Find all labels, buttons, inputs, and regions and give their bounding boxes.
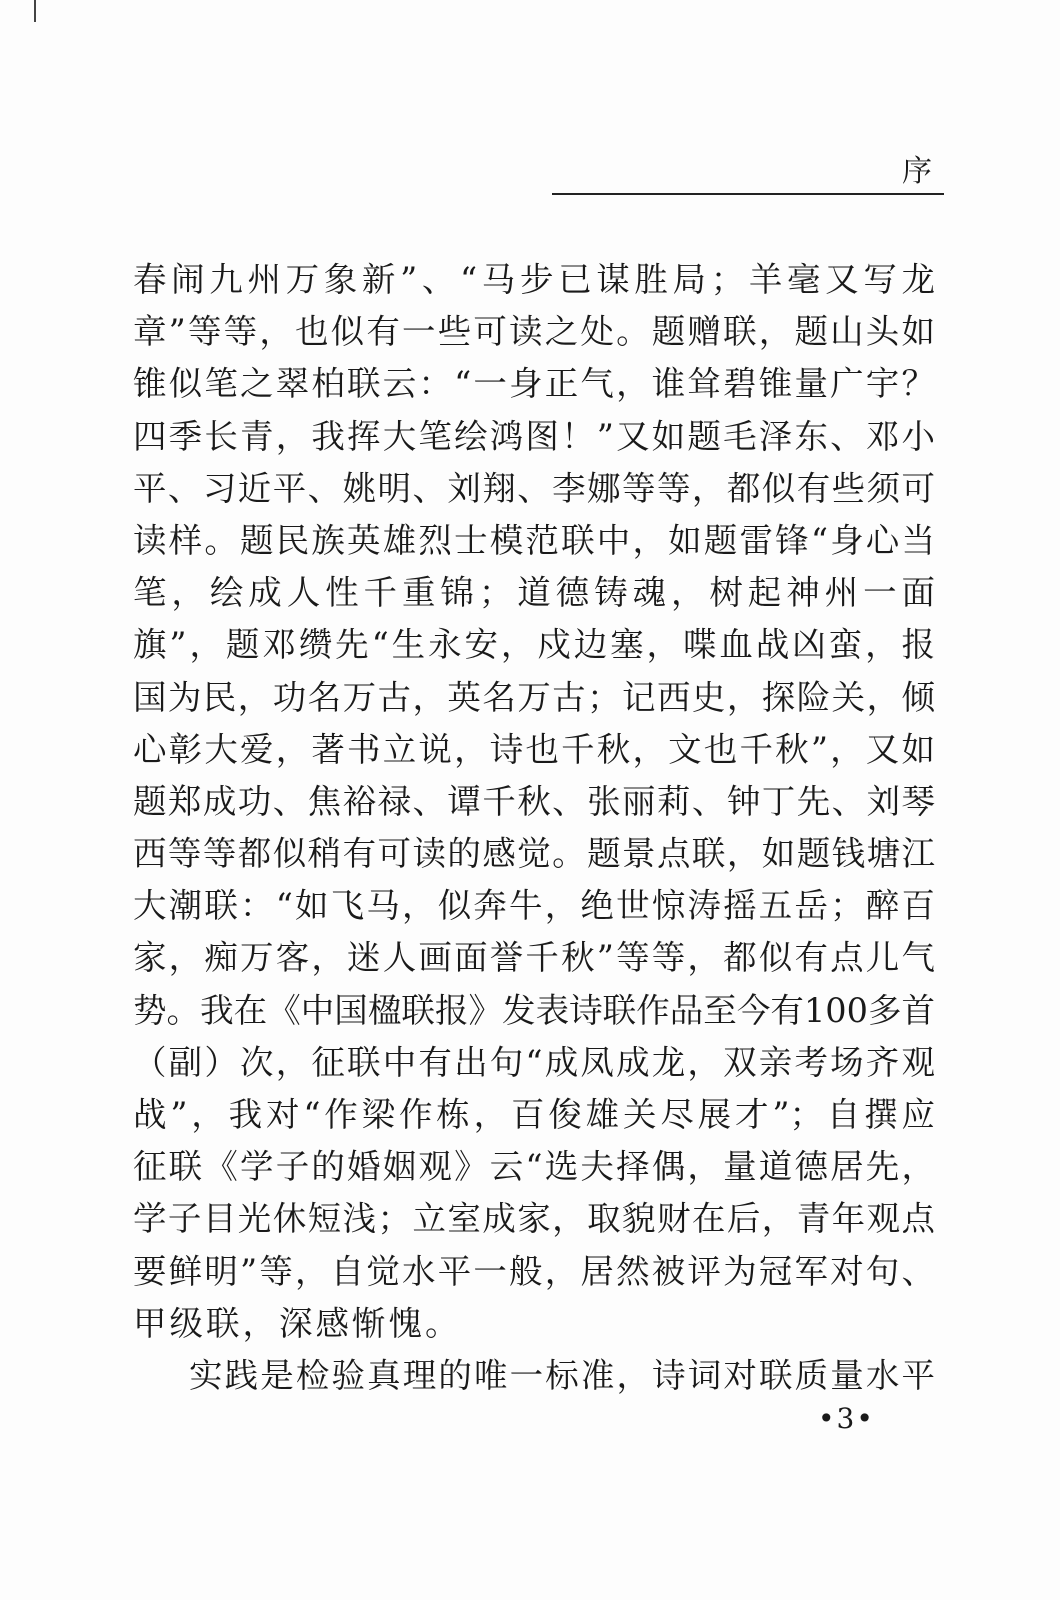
text-line: 学子目光休短浅；立室成家，取貌财在后，青年观点: [133, 1199, 935, 1239]
text-line: 西等等都似稍有可读的感觉。题景点联，如题钱塘江: [133, 834, 935, 874]
text-line: 旗”，题邓缵先“生永安，戍边塞，喋血战凶蛮，报: [133, 625, 935, 665]
text-line: 章”等等，也似有一些可读之处。题赠联，题山头如: [133, 312, 935, 352]
text-line: 题郑成功、焦裕禄、谭千秋、张丽莉、钟丁先、刘琴: [133, 781, 935, 821]
text-line: （副）次，征联中有出句“成凤成龙，双亲考场齐观: [133, 1042, 935, 1082]
text-line: 四季长青，我挥大笔绘鸿图！”又如题毛泽东、邓小: [133, 416, 935, 456]
page-edge-mark: [34, 0, 36, 22]
text-line: 平、习近平、姚明、刘翔、李娜等等，都似有些须可: [133, 468, 935, 508]
text-line: 国为民，功名万古，英名万古；记西史，探险关，倾: [133, 677, 935, 717]
running-header-title: 序: [902, 154, 932, 189]
page-number: •3•: [818, 1402, 875, 1435]
text-line: 春闹九州万象新”、“马步已谋胜局；羊毫又写龙: [133, 260, 935, 299]
text-line: 要鲜明”等，自觉水平一般，居然被评为冠军对句、: [133, 1251, 935, 1291]
header-rule: [552, 193, 944, 195]
text-line: 大潮联：“如飞马，似奔牛，绝世惊涛摇五岳；醉百: [133, 886, 935, 926]
text-line: 锥似笔之翠柏联云：“一身正气，谁耸碧锥量广宇？: [133, 364, 935, 404]
paragraph-start-line: 实践是检验真理的唯一标准，诗词对联质量水平: [189, 1355, 935, 1395]
text-line: 读样。题民族英雄烈士模范联中，如题雷锋“身心当: [133, 520, 935, 560]
text-line: 笔，绘成人性千重锦；道德铸魂，树起神州一面: [133, 573, 935, 613]
body-text: [133, 254, 935, 1402]
text-line: 心彰大爱，著书立说，诗也千秋，文也千秋”，又如: [133, 729, 935, 769]
text-line: 战”，我对“作梁作栋，百俊雄关尽展才”；自撰应: [133, 1095, 935, 1134]
text-line: 征联《学子的婚姻观》云“选夫择偶，量道德居先，: [133, 1147, 935, 1187]
text-line: 势。我在《中国楹联报》发表诗联作品至今有100多首: [133, 990, 935, 1030]
paragraph-end-line: 甲级联，深感惭愧。: [133, 1303, 462, 1343]
text-line: 家，痴万客，迷人画面誉千秋”等等，都似有点儿气: [133, 938, 935, 978]
